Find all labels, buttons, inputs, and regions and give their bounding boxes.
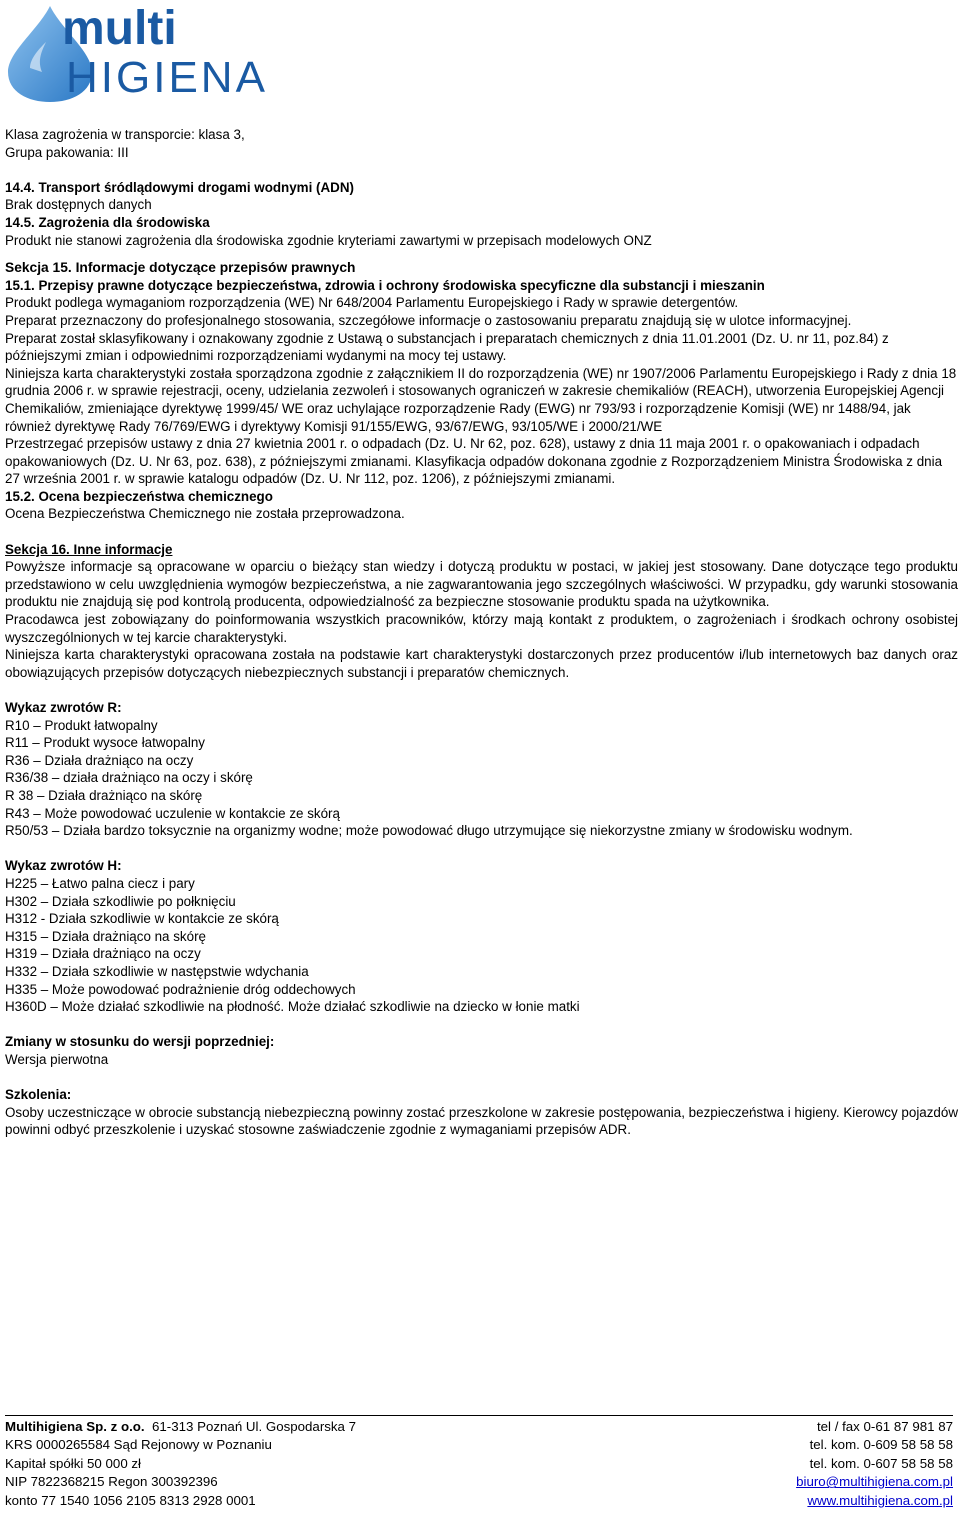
email-link[interactable]: biuro@multihigiena.com.pl	[796, 1474, 953, 1490]
r-phrase-item: R11 – Produkt wysoce łatwopalny	[5, 735, 205, 751]
r-phrase-item: R50/53 – Działa bardzo toksycznie na organizmy wodne; może powodować długo utrzymujące się niekorzystne zmiany w środowisku wodnym.	[5, 823, 853, 839]
transport-class: Klasa zagrożenia w transporcie: klasa 3,	[5, 127, 245, 142]
training-title: Szkolenia:	[5, 1087, 72, 1103]
h-phrase-item: H315 – Działa drażniąco na skórę	[5, 928, 206, 944]
h-phrase-item: H302 – Działa szkodliwie po połknięciu	[5, 893, 236, 909]
text-14-5: Produkt nie stanowi zagrożenia dla środowiska zgodnie kryteriami zawartymi w przepisach modelowych ONZ	[5, 232, 652, 248]
logo-word-higiena: HIGIENA	[66, 53, 268, 102]
mobile-2: tel. kom. 0-607 58 58 58	[809, 1455, 953, 1471]
h-phrase-item: H225 – Łatwo palna ciecz i pary	[5, 875, 195, 891]
training-text: Osoby uczestniczące w obrocie substancją niebezpieczną powinny zostać przeszkolone w zakresie postępowania, bezpieczeństwa i higieny. Kierowcy pojazdów powinni odbyć przeszkolenie i uzyskać stosowne zaświadczenie zgodnie z wymaganiami przepisów ADR.	[5, 1104, 958, 1138]
heading-15-2: 15.2. Ocena bezpieczeństwa chemicznego	[5, 488, 273, 504]
heading-14-4: 14.4. Transport śródlądowymi drogami wodnymi (ADN)	[5, 179, 354, 195]
paragraph-15-1-e: Przestrzegać przepisów ustawy z dnia 27 kwietnia 2001 r. o odpadach (Dz. U. Nr 62, poz. 628), ustawy z dnia 11 maja 2001 r. o opakowaniach i odpadach opakowaniowych (Dz. U. Nr 63, poz. 638), z późniejszymi zmianami. Klasyfikacja odpadów dokonana zgodnie z Rozporządzeniem Ministra Środowiska z dnia 27 września 2001 r. w sprawie katalogu odpadów (Dz. U. Nr 112, poz. 1206), z późniejszymi zmianami.	[5, 436, 943, 487]
h-phrase-item: H332 – Działa szkodliwie w następstwie wdychania	[5, 963, 309, 979]
paragraph-16-b: Pracodawca jest zobowiązany do poinformowania wszystkich pracowników, którzy mają kontakt z produktem, o zagrożeniach i środkach ochrony osobistej wyszczególnionych w tej karcie charakterystyki.	[5, 612, 958, 645]
h-phrase-item: H319 – Działa drażniąco na oczy	[5, 946, 201, 962]
section-15-title: Sekcja 15. Informacje dotyczące przepisów prawnych	[5, 260, 356, 276]
r-phrases-title: Wykaz zwrotów R:	[5, 700, 122, 715]
heading-15-1: 15.1. Przepisy prawne dotyczące bezpieczeństwa, zdrowia i ochrony środowiska specyficzne dla substancji i mieszanin	[5, 277, 765, 293]
paragraph-16-a: Powyższe informacje są opracowane w oparciu o bieżący stan wiedzy i dotyczą produktu w postaci, w jakiej jest stosowany. Dane dotyczące tego produktu przedstawiono w celu uwzględnienia wymogów bezpieczeństwa, a nie zagwarantowania jego szczególnych właściwości. W przypadku, gdy warunki stosowania produktu nie znajdują się pod kontrolą producenta, odpowiedzialność za bezpieczne stosowanie produktu spada na użytkownika.	[5, 559, 958, 610]
website-link[interactable]: www.multihigiena.com.pl	[807, 1492, 953, 1508]
r-phrase-item: R43 – Może powodować uczulenie w kontakcie ze skórą	[5, 805, 340, 821]
company-name: Multihigiena Sp. z o.o.	[5, 1419, 145, 1434]
company-address: 61-313 Poznań Ul. Gospodarska 7	[152, 1419, 357, 1434]
changes-text: Wersja pierwotna	[5, 1051, 109, 1067]
h-phrase-item: H360D – Może działać szkodliwie na płodność. Może działać szkodliwie na dziecko w łonie matki	[5, 999, 580, 1015]
h-phrases-title: Wykaz zwrotów H:	[5, 858, 122, 874]
changes-title: Zmiany w stosunku do wersji poprzedniej:	[5, 1034, 275, 1050]
h-phrase-item: H335 – Może powodować podrażnienie dróg oddechowych	[5, 981, 356, 997]
document-body	[5, 126, 958, 1139]
h-phrase-item: H312 - Działa szkodliwie w kontakcie ze skórą	[5, 911, 279, 927]
section-16-title: Sekcja 16. Inne informacje	[5, 541, 173, 557]
paragraph-15-2: Ocena Bezpieczeństwa Chemicznego nie została przeprowadzona.	[5, 506, 405, 522]
share-capital: Kapitał spółki 50 000 zł	[5, 1455, 142, 1471]
r-phrase-item: R36/38 – działa drażniąco na oczy i skórę	[5, 770, 253, 786]
company-logo	[0, 0, 290, 105]
r-phrase-item: R36 – Działa drażniąco na oczy	[5, 752, 194, 768]
paragraph-15-1-c: Preparat został sklasyfikowany i oznakowany zgodnie z Ustawą o substancjach i preparatach chemicznych z dnia 11.01.2001 (Dz. U. nr 11, poz.84) z późniejszymi zmian i odpowiednimi rozporządzeniami wydanymi na mocy tej ustawy.	[5, 330, 889, 364]
paragraph-15-1-a: Produkt podlega wymaganiom rozporządzenia (WE) Nr 648/2004 Parlamentu Europejskiego i Rady w sprawie detergentów.	[5, 295, 739, 311]
krs-number: KRS 0000265584 Sąd Rejonowy w Poznaniu	[5, 1437, 272, 1453]
heading-14-5: 14.5. Zagrożenia dla środowiska	[5, 214, 210, 230]
text-14-4: Brak dostępnych danych	[5, 197, 152, 213]
nip-regon: NIP 7822368215 Regon 300392396	[5, 1474, 218, 1490]
mobile-1: tel. kom. 0-609 58 58 58	[809, 1437, 953, 1453]
page-footer	[5, 1415, 953, 1510]
bank-account: konto 77 1540 1056 2105 8313 2928 0001	[5, 1492, 256, 1508]
logo-word-multi: multi	[62, 2, 177, 55]
tel-fax: tel / fax 0-61 87 981 87	[816, 1419, 953, 1434]
paragraph-15-1-b: Preparat przeznaczony do profesjonalnego stosowania, szczegółowe informacje o zastosowaniu preparatu znajdują się w ulotce informacyjnej.	[5, 312, 852, 328]
paragraph-15-1-d: Niniejsza karta charakterystyki została sporządzona zgodnie z załącznikiem II do rozporządzenia (WE) nr 1907/2006 Parlamentu Europejskiego i Rady z dnia 18 grudnia 2006 r. w sprawie rejestracji, oceny, udzielania zezwoleń i stosowanych ograniczeń w zakresie chemikaliów (REACH), utworzenia Europejskiej Agencji Chemikaliów, zmieniające dyrektywę 1999/45/ WE oraz uchylające rozporządzenie Rady (EWG) nr 793/93 i rozporządzenie Komisji (WE) nr 1488/94, jak również dyrektywę Rady 76/769/EWG i dyrektywy Komisji 91/155/EWG, 93/67/EWG, 93/105/WE i 2000/21/WE	[5, 365, 957, 434]
r-phrase-item: R 38 – Działa drażniąco na skórę	[5, 787, 203, 803]
packing-group: Grupa pakowania: III	[5, 144, 129, 160]
paragraph-16-c: Niniejsza karta charakterystyki opracowana została na podstawie kart charakterystyki dostarczonych przez producentów i/lub internetowych baz danych oraz obowiązujących przepisów dotyczących niebezpiecznych substancji i preparatów chemicznych.	[5, 647, 958, 680]
r-phrase-item: R10 – Produkt łatwopalny	[5, 717, 158, 733]
